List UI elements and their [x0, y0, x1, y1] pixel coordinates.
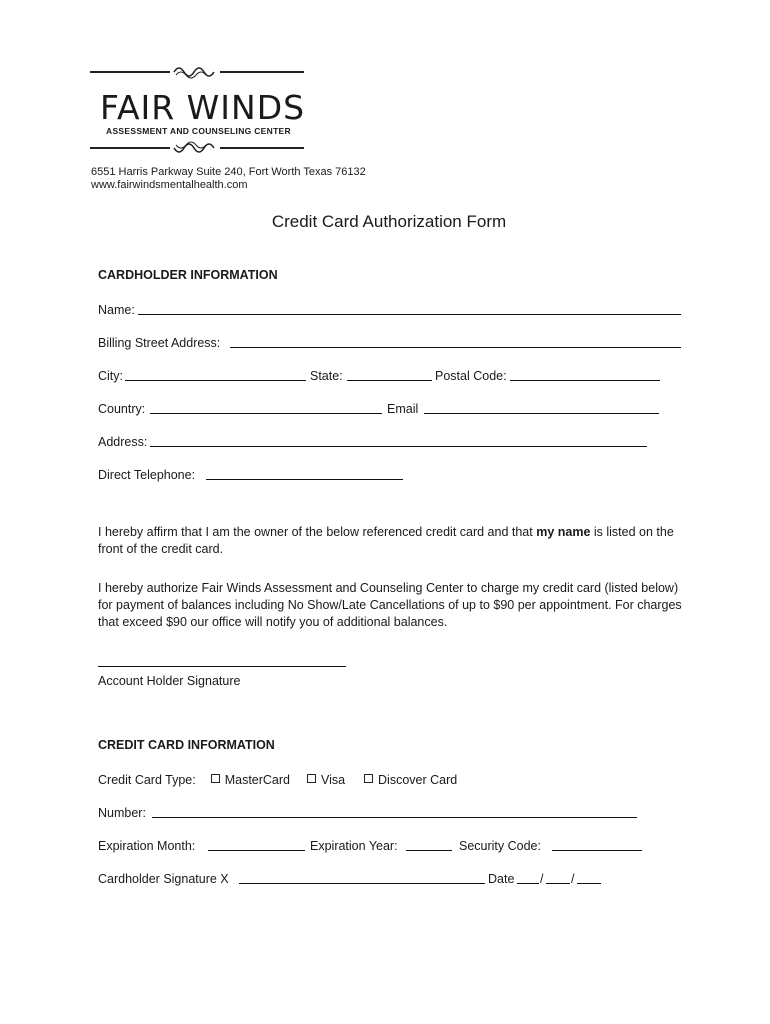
- logo-flourish-bottom-icon: [88, 138, 308, 158]
- exp-month-label: Expiration Month:: [98, 839, 196, 853]
- form-title: Credit Card Authorization Form: [271, 212, 507, 231]
- exp-month-field[interactable]: [208, 850, 305, 851]
- city-field[interactable]: [125, 380, 306, 381]
- account-holder-signature-field[interactable]: [98, 666, 346, 667]
- security-code-field[interactable]: [552, 850, 642, 851]
- logo: [88, 62, 308, 158]
- country-label: Country:: [98, 402, 146, 416]
- card-number-field[interactable]: [152, 817, 637, 818]
- discover-checkbox[interactable]: [364, 774, 373, 783]
- mastercard-checkbox[interactable]: [211, 774, 220, 783]
- city-label: City:: [98, 369, 123, 383]
- logo-subtitle: ASSESSMENT AND COUNSELING CENTER: [106, 126, 291, 136]
- billing-label: Billing Street Address:: [98, 336, 221, 350]
- affirmation-part1: I hereby affirm that I am the owner of the below referenced credit card and that: [98, 525, 537, 539]
- state-field[interactable]: [347, 380, 432, 381]
- country-field[interactable]: [150, 413, 382, 414]
- telephone-field[interactable]: [206, 479, 403, 480]
- affirmation-part2: is listed on the front of the credit card.: [98, 525, 674, 556]
- exp-year-label: Expiration Year:: [310, 839, 398, 853]
- number-label: Number:: [98, 806, 146, 820]
- cardholder-heading: CARDHOLDER INFORMATION: [98, 268, 278, 282]
- mastercard-label: MasterCard: [224, 773, 290, 787]
- postal-code-field[interactable]: [510, 380, 660, 381]
- card-type-label: Credit Card Type:: [98, 773, 196, 787]
- telephone-label: Direct Telephone:: [98, 468, 196, 482]
- date-label: Date: [488, 872, 515, 886]
- card-type-row: [98, 772, 457, 788]
- email-label: Email: [387, 402, 419, 416]
- state-label: State:: [310, 369, 343, 383]
- contact-address: 6551 Harris Parkway Suite 240, Fort Worth Texas 76132: [91, 166, 366, 178]
- logo-name: FAIR WINDS: [100, 88, 306, 127]
- billing-address-field[interactable]: [230, 347, 681, 348]
- name-field[interactable]: [138, 314, 681, 315]
- postal-label: Postal Code:: [435, 369, 507, 383]
- affirmation-text: [98, 524, 698, 558]
- date-month-field[interactable]: [517, 883, 539, 884]
- date-separator-2: /: [571, 872, 575, 886]
- visa-checkbox[interactable]: [307, 774, 316, 783]
- date-separator-1: /: [540, 872, 544, 886]
- address-label: Address:: [98, 435, 148, 449]
- logo-flourish-top-icon: [88, 62, 308, 82]
- date-day-field[interactable]: [546, 883, 570, 884]
- discover-label: Discover Card: [378, 773, 458, 787]
- cardholder-signature-field[interactable]: [239, 883, 485, 884]
- address-field[interactable]: [150, 446, 647, 447]
- visa-label: Visa: [320, 773, 346, 787]
- card-heading: CREDIT CARD INFORMATION: [98, 738, 275, 752]
- exp-year-field[interactable]: [406, 850, 452, 851]
- account-holder-signature-label: Account Holder Signature: [98, 674, 241, 688]
- date-year-field[interactable]: [577, 883, 601, 884]
- cardholder-signature-label: Cardholder Signature X: [98, 872, 229, 886]
- email-field[interactable]: [424, 413, 659, 414]
- name-label: Name:: [98, 303, 135, 317]
- security-code-label: Security Code:: [459, 839, 541, 853]
- contact-website: www.fairwindsmentalhealth.com: [91, 179, 248, 191]
- authorization-text: I hereby authorize Fair Winds Assessment and Counseling Center to charge my credit card (listed below) for payment of balances including No Show/Late Cancellations of up to $90 per appointment. For charges that exceed $90 our office will notify you of additional balances.: [98, 581, 682, 629]
- affirmation-bold: my name: [536, 525, 591, 539]
